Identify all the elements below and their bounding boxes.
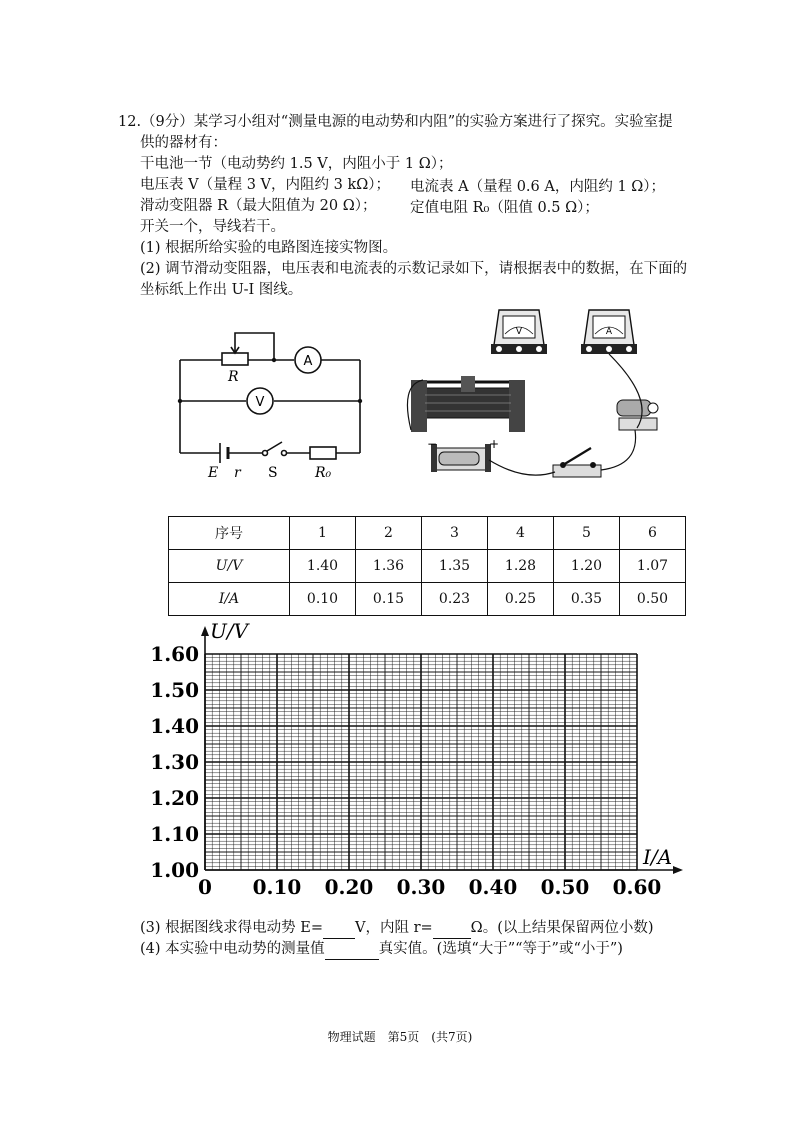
question-header: 12.（9分）某学习小组对“测量电源的电动势和内阻”的实验方案进行了探究。实验室提: [118, 114, 673, 130]
table-cell: 1.20: [554, 550, 620, 583]
part-3-text-c: Ω。(以上结果保留两位小数): [470, 920, 654, 936]
x-tick-label: 0.40: [468, 875, 518, 899]
equipment-resistor: 定值电阻 R₀（阻值 0.5 Ω）；: [410, 200, 599, 216]
voltmeter-device-label: V: [515, 327, 523, 337]
table-cell: 3: [422, 517, 488, 550]
circuit-label-a: A: [303, 354, 313, 369]
equipment-rheostat: 滑动变阻器 R（最大阻值为 20 Ω）；: [140, 198, 377, 214]
part-4-text-a: (4) 本实验中电动势的测量值: [140, 941, 325, 957]
y-tick-label: 1.10: [150, 822, 199, 846]
ui-graph-paper[interactable]: [150, 618, 710, 900]
table-cell: 1: [290, 517, 356, 550]
emf-answer-blank[interactable]: [323, 918, 355, 939]
y-tick-label: 1.30: [150, 750, 199, 774]
table-row-index: [169, 517, 686, 550]
table-cell: 0.10: [290, 583, 356, 616]
circuit-label-internal-r: r: [234, 465, 241, 481]
table-cell: 0.25: [488, 583, 554, 616]
table-cell: 1.36: [356, 550, 422, 583]
battery-minus: −: [427, 437, 438, 451]
resistance-answer-blank[interactable]: [433, 918, 471, 939]
circuit-label-s: S: [268, 465, 278, 481]
page-footer: 物理试题 第5页 (共7页): [327, 1030, 473, 1044]
battery-plus: +: [489, 437, 500, 451]
x-axis-label: I/A: [643, 845, 673, 869]
y-tick-label: 1.60: [150, 642, 199, 666]
table-cell: 1.07: [620, 550, 686, 583]
battery-device: [427, 437, 499, 472]
equipment-ammeter: 电流表 A（量程 0.6 A，内阻约 1 Ω）；: [410, 179, 666, 195]
table-cell: 1.40: [290, 550, 356, 583]
tick-labels: [150, 642, 661, 899]
comparison-answer-blank[interactable]: [325, 939, 379, 960]
table-i-label: I/A: [169, 583, 290, 616]
table-cell: 1.35: [422, 550, 488, 583]
table-cell: 0.23: [422, 583, 488, 616]
table-row-current: [169, 583, 686, 616]
apparatus-drawing: [405, 300, 680, 490]
table-cell: 6: [620, 517, 686, 550]
part-3: [140, 918, 654, 939]
part-4-text-b: 真实值。(选填“大于”“等于”或“小于”): [378, 941, 623, 957]
y-tick-label: 1.20: [150, 786, 199, 810]
circuit-diagram: [170, 325, 370, 485]
table-cell: 0.50: [620, 583, 686, 616]
y-tick-label: 1.00: [150, 858, 199, 882]
x-tick-label: 0.30: [396, 875, 446, 899]
x-tick-label: 0.60: [612, 875, 662, 899]
table-cell: 0.15: [356, 583, 422, 616]
x-axis-arrow: [673, 866, 683, 874]
voltmeter-device: [491, 310, 547, 354]
table-header-label: 序号: [169, 517, 290, 550]
y-tick-label: 1.40: [150, 714, 199, 738]
switch-device: [553, 448, 601, 477]
question-header-cont: 供的器材有：: [140, 135, 227, 151]
table-u-label: U/V: [169, 550, 290, 583]
ammeter-device-label: A: [605, 327, 613, 337]
equipment-voltmeter: 电压表 V（量程 3 V，内阻约 3 kΩ）；: [140, 177, 390, 193]
equipment-battery: 干电池一节（电动势约 1.5 V，内阻小于 1 Ω）；: [140, 156, 453, 172]
y-axis-label: U/V: [210, 619, 249, 643]
ammeter-device: [581, 310, 637, 354]
table-cell: 5: [554, 517, 620, 550]
x-tick-label: 0.10: [252, 875, 302, 899]
circuit-label-e: E: [208, 465, 219, 481]
circuit-label-r0: R₀: [315, 465, 332, 481]
circuit-label-v: V: [255, 395, 265, 410]
part-4: [140, 939, 623, 960]
fixed-resistor-symbol: [310, 447, 336, 459]
part-3-text-b: V，内阻 r=: [355, 920, 433, 936]
table-row-voltage: [169, 550, 686, 583]
part-2-line-2: 坐标纸上作出 U-I 图线。: [140, 282, 303, 298]
rheostat-device: [411, 376, 525, 432]
y-tick-label: 1.50: [150, 678, 199, 702]
part-3-text-a: (3) 根据图线求得电动势 E=: [140, 920, 323, 936]
y-axis-arrow: [201, 626, 209, 636]
data-table: [168, 516, 686, 616]
table-cell: 0.35: [554, 583, 620, 616]
part-1: (1) 根据所给实验的电路图连接实物图。: [140, 240, 398, 256]
part-2-line-1: (2) 调节滑动变阻器，电压表和电流表的示数记录如下，请根据表中的数据，在下面的: [140, 261, 688, 277]
x-tick-label: 0.20: [324, 875, 374, 899]
x-tick-label: 0.50: [540, 875, 590, 899]
circuit-label-r: R: [228, 369, 239, 385]
table-cell: 2: [356, 517, 422, 550]
x-tick-label: 0: [198, 875, 212, 899]
equipment-switch: 开关一个，导线若干。: [140, 219, 285, 235]
axes: [201, 626, 683, 874]
rheostat-symbol: [222, 353, 248, 365]
table-cell: 4: [488, 517, 554, 550]
resistor-device: [617, 400, 658, 430]
table-cell: 1.28: [488, 550, 554, 583]
